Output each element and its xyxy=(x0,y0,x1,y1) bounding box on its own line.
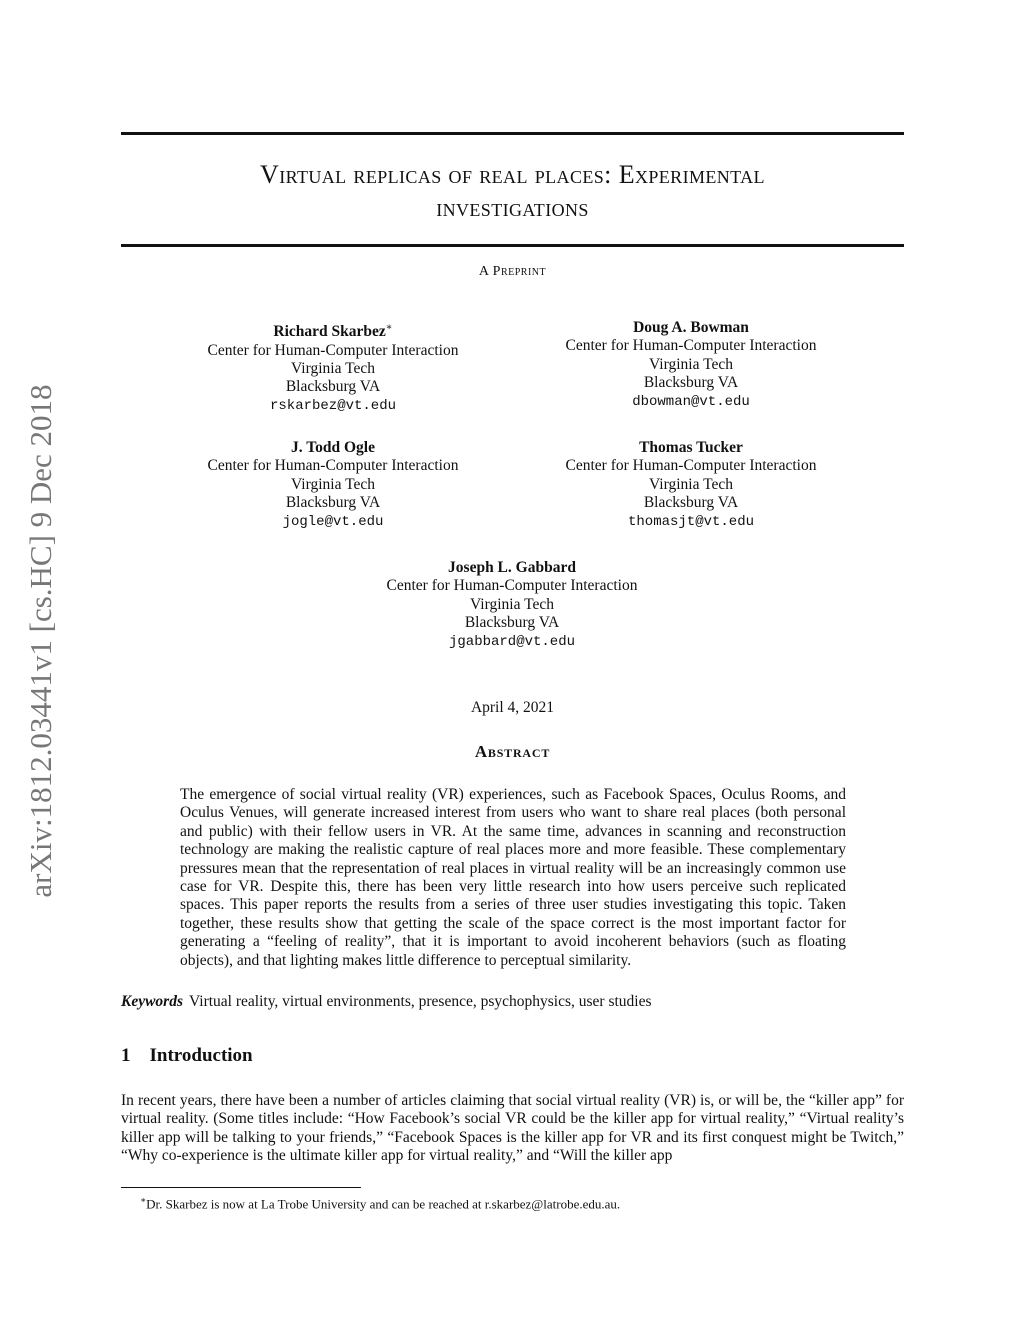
introduction-text: In recent years, there have been a number of articles claiming that social virtual reality (VR) is, or will be, the “killer app” for virtual reality. (Some titles include: “How Facebook’s social VR could be the killer app for virtual reality,” “Virtual reality’s killer app will be talking to your friends,” “Facebook Spaces is the killer app for VR and its first conquest might be Twitch,” “Why co-experience is the ultimate killer app for virtual reality,” and “Will the killer app xyxy=(121,1092,904,1165)
author-block-2 xyxy=(511,319,871,411)
author-email[interactable]: dbowman@vt.edu xyxy=(632,393,750,410)
footnote-mark[interactable]: ∗ xyxy=(385,322,393,333)
author-affiliation: Center for Human-Computer Interaction xyxy=(207,457,459,475)
author-affiliation: Center for Human-Computer Interaction xyxy=(386,577,638,595)
author-institution: Virginia Tech xyxy=(470,595,554,613)
arxiv-identifier: arXiv:1812.03441v1 [cs.HC] 9 Dec 2018 xyxy=(23,384,58,898)
footnote-mark: ∗ xyxy=(140,1195,147,1205)
footnote-text: Dr. Skarbez is now at La Trobe University and can be reached at r.skarbez@latrobe.edu.au. xyxy=(146,1196,621,1212)
author-name: Joseph L. Gabbard xyxy=(448,559,576,576)
author-email[interactable]: thomasjt@vt.edu xyxy=(627,513,755,530)
author-location: Blacksburg VA xyxy=(285,494,381,512)
abstract-heading: Abstract xyxy=(474,742,551,761)
title-rule-top xyxy=(121,132,904,135)
author-institution: Virginia Tech xyxy=(291,359,375,377)
title-rule-bottom xyxy=(121,244,904,247)
author-institution: Virginia Tech xyxy=(649,355,733,373)
author-name: Thomas Tucker xyxy=(639,439,743,456)
author-location: Blacksburg VA xyxy=(643,494,739,512)
section-title: Introduction xyxy=(149,1045,253,1066)
author-affiliation: Center for Human-Computer Interaction xyxy=(565,337,817,355)
preprint-label: A Preprint xyxy=(478,264,547,279)
paper-title xyxy=(121,158,904,224)
author-block-3 xyxy=(153,439,513,531)
author-email[interactable]: rskarbez@vt.edu xyxy=(269,397,397,414)
author-institution: Virginia Tech xyxy=(649,475,733,493)
author-affiliation: Center for Human-Computer Interaction xyxy=(565,457,817,475)
footnote-rule xyxy=(121,1187,361,1188)
author-name: Doug A. Bowman xyxy=(633,319,749,336)
title-line-2: investigations xyxy=(436,193,589,222)
author-email[interactable]: jgabbard@vt.edu xyxy=(448,633,576,650)
author-block-4 xyxy=(511,439,871,531)
section-heading xyxy=(121,1045,253,1067)
author-location: Blacksburg VA xyxy=(464,614,560,632)
footnote xyxy=(140,1192,904,1212)
author-name: Richard Skarbez∗ xyxy=(273,322,393,341)
author-block-5 xyxy=(332,559,692,651)
author-name: J. Todd Ogle xyxy=(291,439,375,456)
keywords-line xyxy=(121,993,904,1011)
paper-date: April 4, 2021 xyxy=(470,699,555,716)
author-block-1 xyxy=(153,319,513,415)
author-location: Blacksburg VA xyxy=(643,374,739,392)
keywords-label: Keywords xyxy=(121,993,183,1010)
title-line-1: Virtual replicas of real places: Experimental xyxy=(260,160,765,189)
author-institution: Virginia Tech xyxy=(291,475,375,493)
keywords-text: Virtual reality, virtual environments, presence, psychophysics, user studies xyxy=(189,993,652,1010)
section-number: 1 xyxy=(121,1045,131,1066)
author-location: Blacksburg VA xyxy=(285,378,381,396)
author-email[interactable]: jogle@vt.edu xyxy=(282,513,384,530)
abstract-text: The emergence of social virtual reality (VR) experiences, such as Facebook Spaces, Oculus Rooms, and Oculus Venues, will generate increased interest from users who want to share real places (both personal and public) with their fellow users in VR. At the same time, advances in scanning and reconstruction technology are making the realistic capture of real places more and more feasible. These complementary pressures mean that the representation of real places in virtual reality will be an increasingly common use case for VR. Despite this, there has been very little research into how users perceive such replicated spaces. This paper reports the results from a series of three user studies investigating this topic. Taken together, these results show that getting the scale of the space correct is the most important factor for generating a “feeling of reality”, that it is important to avoid incoherent behaviors (such as floating objects), and that lighting makes little difference to perceptual similarity. xyxy=(180,786,846,969)
author-affiliation: Center for Human-Computer Interaction xyxy=(207,341,459,359)
